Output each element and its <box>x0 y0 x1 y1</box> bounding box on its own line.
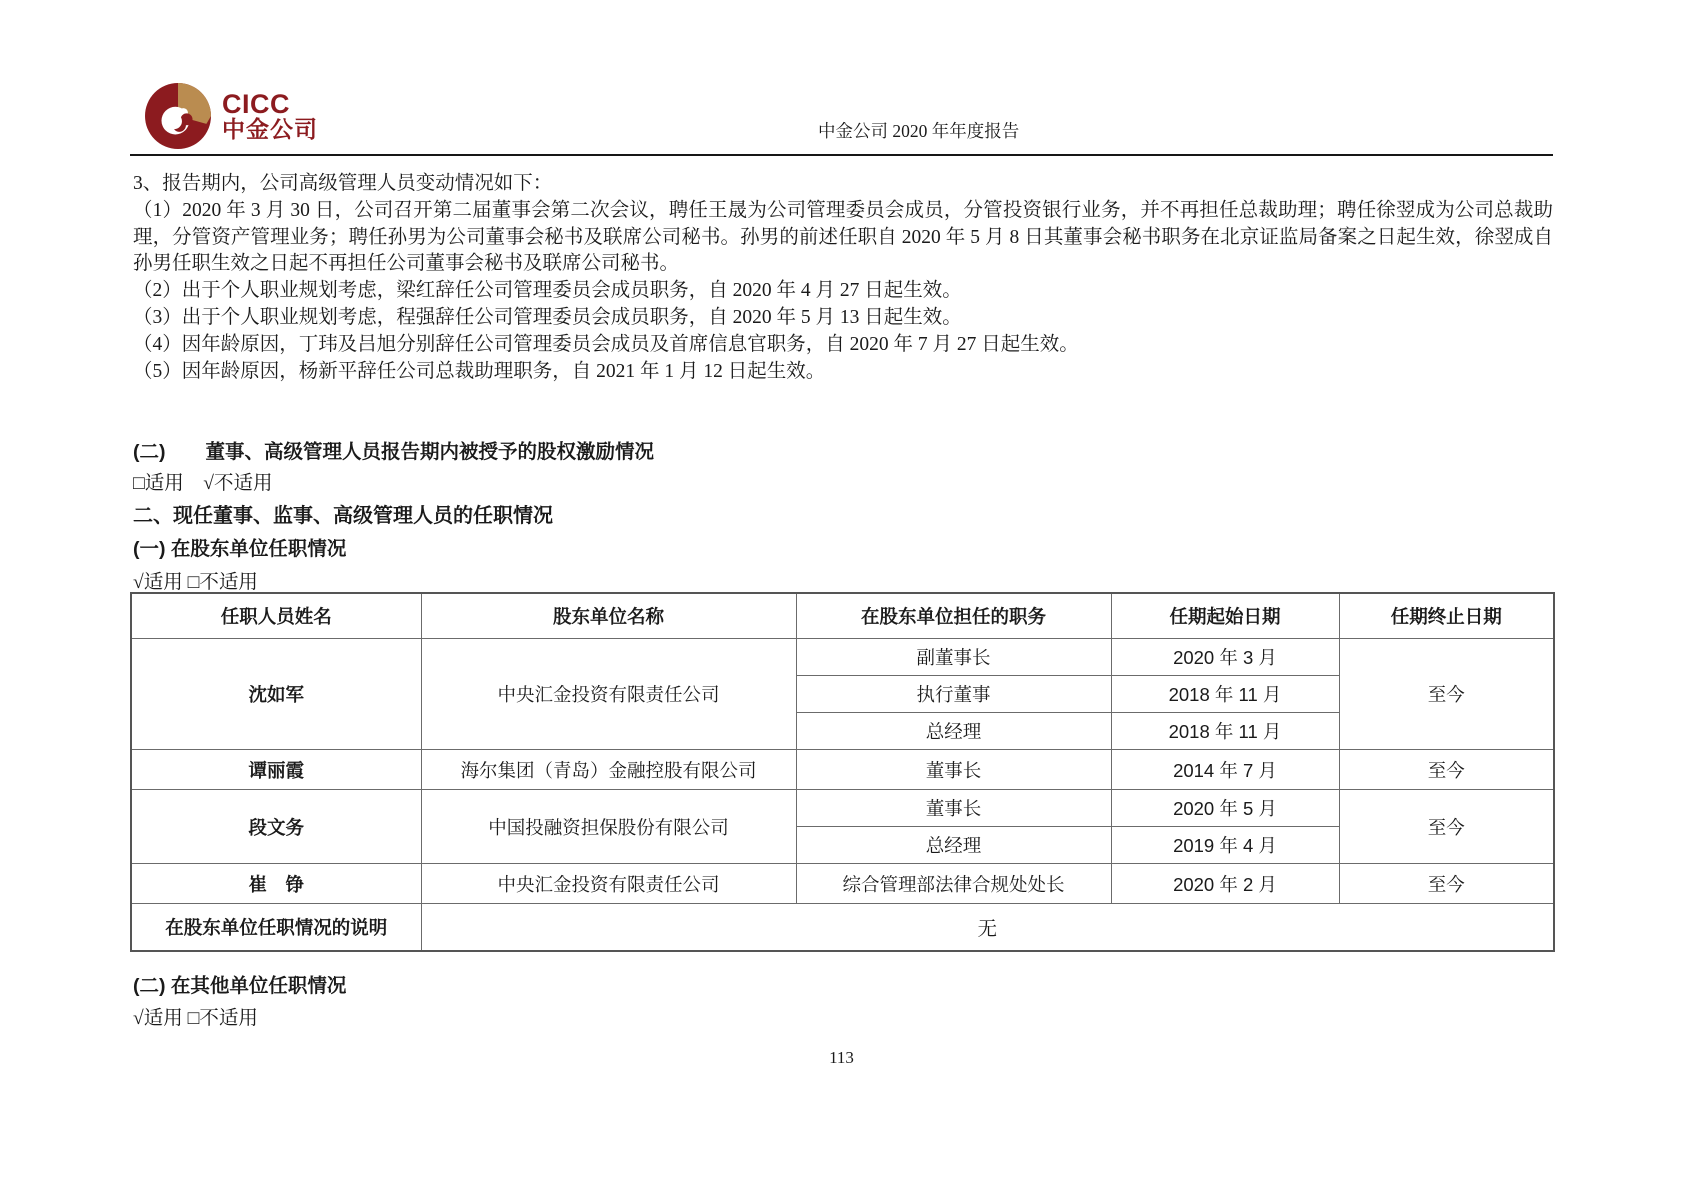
cell-person-name: 沈如军 <box>131 639 421 750</box>
section-number: (二) <box>133 441 166 463</box>
cell-term-start: 2020 年 3 月 <box>1111 639 1339 676</box>
header-term-start: 任期起始日期 <box>1111 593 1339 639</box>
cell-person-name: 谭丽霞 <box>131 750 421 790</box>
cell-position: 综合管理部法律合规处处长 <box>796 864 1111 904</box>
chapter-heading-current-positions: 二、现任董事、监事、高级管理人员的任职情况 <box>133 505 553 527</box>
cicc-logo-text <box>222 88 318 143</box>
subsection-heading-other-units: (二) 在其他单位任职情况 <box>133 975 347 997</box>
applicability-line-equity-incentive: □适用 √不适用 <box>133 473 273 494</box>
cell-term-start: 2014 年 7 月 <box>1111 750 1339 790</box>
document-header-title: 中金公司 2020 年年度报告 <box>818 121 1020 141</box>
cell-company: 中央汇金投资有限责任公司 <box>421 639 796 750</box>
cell-term-end: 至今 <box>1339 864 1554 904</box>
cell-position: 总经理 <box>796 827 1111 864</box>
table-note-row <box>131 904 1554 952</box>
cell-position: 总经理 <box>796 713 1111 750</box>
cell-term-start: 2018 年 11 月 <box>1111 713 1339 750</box>
logo-acronym: CICC <box>222 88 290 119</box>
section-heading-equity-incentive <box>133 436 654 464</box>
table-header-row <box>131 593 1554 639</box>
cell-note-label: 在股东单位任职情况的说明 <box>131 904 421 952</box>
cell-note-value: 无 <box>421 904 1554 952</box>
paragraph-intro: 3、报告期内，公司高级管理人员变动情况如下： <box>133 173 553 194</box>
cicc-logo-icon <box>145 83 211 149</box>
cell-position: 副董事长 <box>796 639 1111 676</box>
table-row <box>131 790 1554 827</box>
paragraph-item-5: （5）因年龄原因，杨新平辞任公司总裁助理职务，自 2021 年 1 月 12 日起生效。 <box>133 360 826 382</box>
subsection-heading-shareholder-units: (一) 在股东单位任职情况 <box>133 538 347 560</box>
applicability-line-shareholder-units: √适用 □不适用 <box>133 572 258 593</box>
shareholder-unit-positions-table <box>130 592 1555 952</box>
cicc-logo <box>145 83 318 149</box>
cell-company: 中国投融资担保股份有限公司 <box>421 790 796 864</box>
section-title: 董事、高级管理人员报告期内被授予的股权激励情况 <box>205 441 655 463</box>
cell-term-start: 2018 年 11 月 <box>1111 676 1339 713</box>
cell-term-end: 至今 <box>1339 790 1554 864</box>
header-position: 在股东单位担任的职务 <box>796 593 1111 639</box>
cell-company: 海尔集团（青岛）金融控股有限公司 <box>421 750 796 790</box>
table-row <box>131 639 1554 676</box>
cell-position: 董事长 <box>796 750 1111 790</box>
cell-term-start: 2020 年 2 月 <box>1111 864 1339 904</box>
management-changes-paragraphs <box>133 171 1553 385</box>
header-divider <box>130 154 1553 156</box>
cell-company: 中央汇金投资有限责任公司 <box>421 864 796 904</box>
cell-person-name: 段文务 <box>131 790 421 864</box>
table-row <box>131 864 1554 904</box>
logo-chinese-name: 中金公司 <box>222 116 318 143</box>
paragraph-item-4: （4）因年龄原因，丁玮及吕旭分别辞任公司管理委员会成员及首席信息官职务，自 2020 年 7 月 27 日起生效。 <box>133 333 1079 355</box>
header-term-end: 任期终止日期 <box>1339 593 1554 639</box>
cell-term-start: 2020 年 5 月 <box>1111 790 1339 827</box>
cell-person-name: 崔 铮 <box>131 864 421 904</box>
header-person-name: 任职人员姓名 <box>131 593 421 639</box>
cell-term-end: 至今 <box>1339 639 1554 750</box>
cell-term-start: 2019 年 4 月 <box>1111 827 1339 864</box>
page-number: 113 <box>829 1048 854 1067</box>
applicability-line-other-units: √适用 □不适用 <box>133 1008 258 1029</box>
header-shareholder-unit: 股东单位名称 <box>421 593 796 639</box>
table-row <box>131 750 1554 790</box>
cell-position: 执行董事 <box>796 676 1111 713</box>
paragraph-item-2: （2）出于个人职业规划考虑，梁红辞任公司管理委员会成员职务，自 2020 年 4 月 27 日起生效。 <box>133 280 962 302</box>
paragraph-item-3: （3）出于个人职业规划考虑，程强辞任公司管理委员会成员职务，自 2020 年 5 月 13 日起生效。 <box>133 306 962 328</box>
cell-term-end: 至今 <box>1339 750 1554 790</box>
paragraph-item-1: （1）2020 年 3 月 30 日，公司召开第二届董事会第二次会议，聘任王晟为公司管理委员会成员，分管投资银行业务，并不再担任总裁助理；聘任徐翌成为公司总裁助理，分管资产管理业务；聘任孙男为公司董事会秘书及联席公司秘书。孙男的前述任职自 2020 年 5 月 8 日其董事会秘书职务在北京证监局备案之日起生效，徐翌成自孙男任职生效之日起不再担任公司董事会秘书及联席公司秘书。 <box>133 199 1553 275</box>
cell-position: 董事长 <box>796 790 1111 827</box>
